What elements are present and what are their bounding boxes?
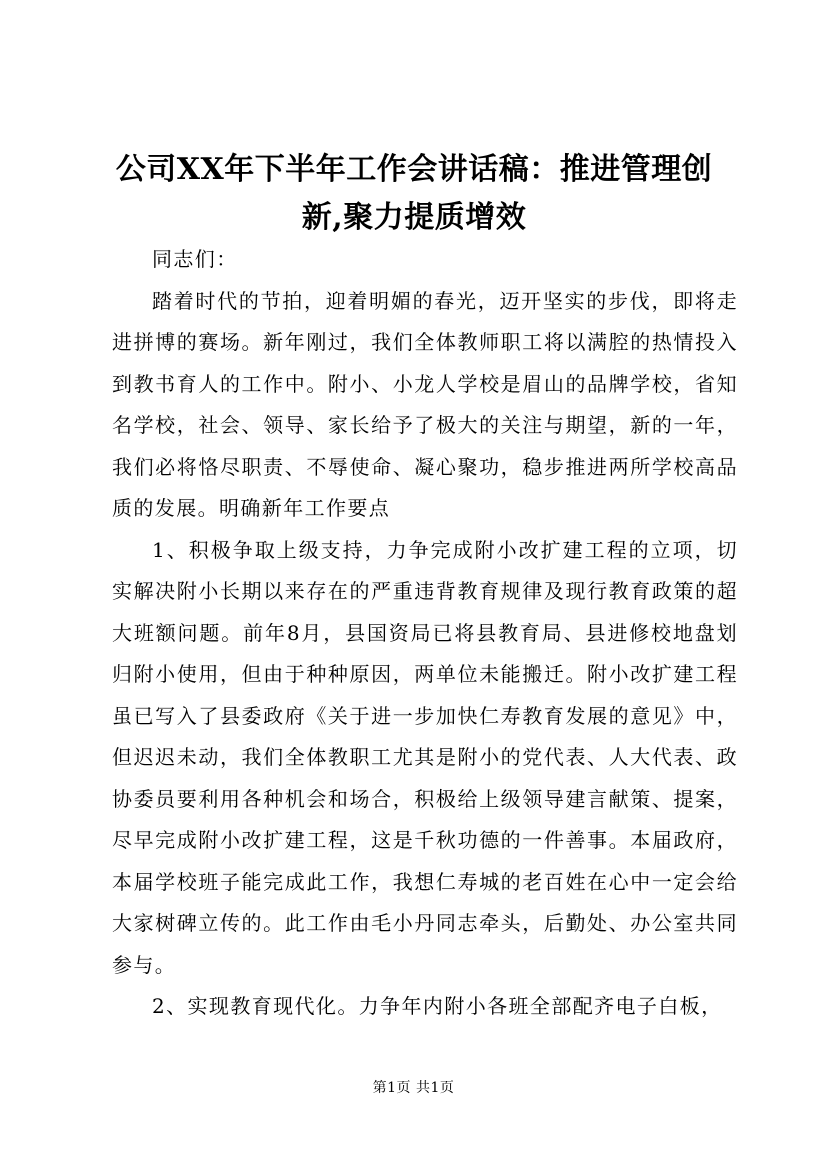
document-body	[112, 239, 738, 1028]
page-footer	[0, 1078, 827, 1098]
salutation-paragraph: 同志们：	[152, 247, 238, 271]
document-title: 公司XX年下半年工作会讲话稿：推进管理创新,聚力提质增效	[115, 152, 713, 235]
point-one-paragraph: 1、积极争取上级支持，力争完成附小改扩建工程的立项，切实解决附小长期以来存在的严重违背教育规律及现行教育政策的超大班额问题。前年8月，县国资局已将县教育局、县进修校地盘划归附小使用，但由于种种原因，两单位未能搬迁。附小改扩建工程虽已写入了县委政府《关于进一步加快仁寿教育发展的意见》中，但迟迟未动，我们全体教职工尤其是附小的党代表、人大代表、政协委员要利用各种机会和场合，积极给上级领导建言献策、提案，尽早完成附小改扩建工程，这是千秋功德的一件善事。本届政府，本届学校班子能完成此工作，我想仁寿城的老百姓在心中一定会给大家树碑立传的。此工作由毛小丹同志牵头，后勤处、办公室共同参与。	[112, 537, 738, 977]
intro-paragraph: 踏着时代的节拍，迎着明媚的春光，迈开坚实的步伐，即将走进拼博的赛场。新年刚过，我们全体教师职工将以满腔的热情投入到教书育人的工作中。附小、小龙人学校是眉山的品牌学校，省知名学校，社会、领导、家长给予了极大的关注与期望，新的一年，我们必将恪尽职责、不辱使命、凝心聚功，稳步推进两所学校高品质的发展。明确新年工作要点	[112, 288, 738, 520]
point-two-paragraph: 2、实现教育现代化。力争年内附小各班全部配齐电子白板，	[152, 994, 723, 1018]
page-number-indicator: 第1页 共1页	[372, 1080, 455, 1096]
